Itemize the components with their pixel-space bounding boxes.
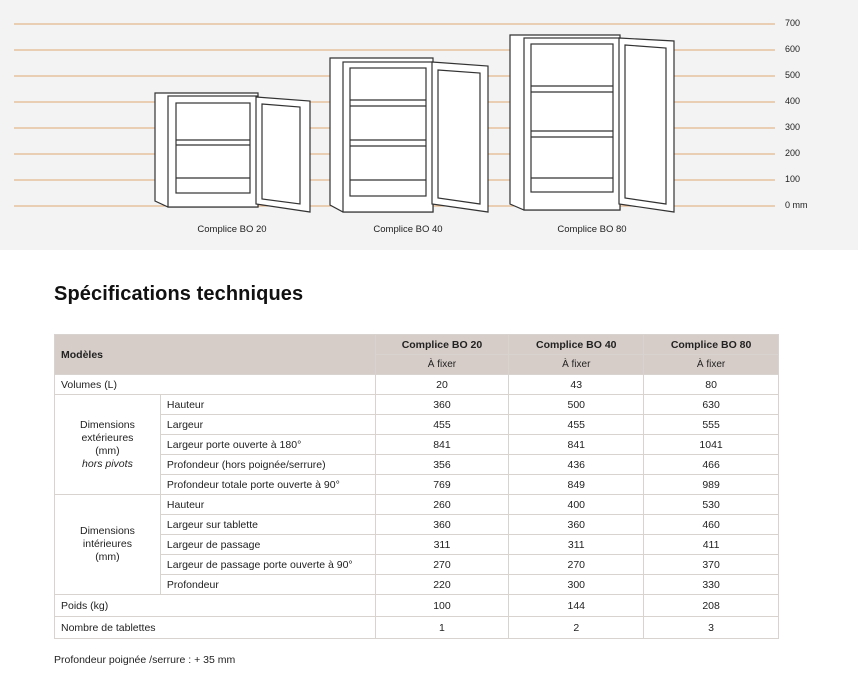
cell-value: 270 <box>375 555 509 575</box>
row-label: Largeur sur tablette <box>160 515 375 535</box>
table-row <box>55 395 779 415</box>
model-label-bo80: Complice BO 80 <box>557 224 627 235</box>
cell-value: 330 <box>644 575 779 595</box>
group-interior-line3: (mm) <box>95 551 120 563</box>
row-label-weight: Poids (kg) <box>55 595 376 617</box>
safe-bo80-drawing <box>510 35 674 212</box>
table-row <box>55 595 779 617</box>
row-label: Largeur de passage <box>160 535 375 555</box>
table-row <box>55 375 779 395</box>
cell-value: 455 <box>375 415 509 435</box>
spec-table <box>54 334 779 639</box>
table-row <box>55 495 779 515</box>
cell-value: 100 <box>375 595 509 617</box>
cell-value: 436 <box>509 455 644 475</box>
group-interior-line2: intérieures <box>82 538 132 550</box>
cell-value: 360 <box>375 395 509 415</box>
scale-label-0: 0 mm <box>785 200 808 210</box>
cell-value: 530 <box>644 495 779 515</box>
cell-value: 400 <box>509 495 644 515</box>
group-exterior-line1: Dimensions <box>80 418 135 431</box>
subheader-bo40: À fixer <box>509 355 644 375</box>
model-label-bo20: Complice BO 20 <box>197 224 267 235</box>
table-row <box>55 415 779 435</box>
cell-value: 311 <box>509 535 644 555</box>
safe-bo40-drawing <box>330 58 488 212</box>
header-col-bo40: Complice BO 40 <box>509 335 644 355</box>
header-col-bo20: Complice BO 20 <box>375 335 509 355</box>
cell-value: 466 <box>644 455 779 475</box>
cell-value: 841 <box>375 435 509 455</box>
cell-value: 80 <box>644 375 779 395</box>
cell-value: 460 <box>644 515 779 535</box>
cell-value: 208 <box>644 595 779 617</box>
cell-value: 849 <box>509 475 644 495</box>
cell-value: 144 <box>509 595 644 617</box>
cell-value: 1041 <box>644 435 779 455</box>
row-label: Hauteur <box>160 495 375 515</box>
row-label: Profondeur (hors poignée/serrure) <box>160 455 375 475</box>
cell-value: 500 <box>509 395 644 415</box>
table-row <box>55 575 779 595</box>
group-exterior-line2: extérieures <box>81 431 134 444</box>
footnote: Profondeur poignée /serrure : + 35 mm <box>54 654 236 666</box>
model-label-bo40: Complice BO 40 <box>373 224 443 235</box>
page-title: Spécifications techniques <box>54 283 304 305</box>
cell-value: 360 <box>375 515 509 535</box>
cell-value: 20 <box>375 375 509 395</box>
cell-value: 370 <box>644 555 779 575</box>
row-label: Profondeur <box>160 575 375 595</box>
cell-value: 360 <box>509 515 644 535</box>
scale-label-400: 400 <box>785 96 801 106</box>
header-models-label: Modèles <box>55 335 376 375</box>
subheader-bo80: À fixer <box>644 355 779 375</box>
table-row <box>55 435 779 455</box>
row-label: Hauteur <box>160 395 375 415</box>
table-row <box>55 475 779 495</box>
row-label-volumes: Volumes (L) <box>55 375 376 395</box>
safe-bo20-drawing <box>155 93 310 212</box>
cell-value: 43 <box>509 375 644 395</box>
cell-value: 989 <box>644 475 779 495</box>
cell-value: 1 <box>375 617 509 639</box>
scale-label-200: 200 <box>785 148 801 158</box>
cell-value: 220 <box>375 575 509 595</box>
scale-label-300: 300 <box>785 122 801 132</box>
group-interior-dimensions <box>55 495 161 595</box>
scale-label-700: 700 <box>785 18 801 28</box>
row-label: Largeur de passage porte ouverte à 90° <box>160 555 375 575</box>
cell-value: 260 <box>375 495 509 515</box>
table-row <box>55 455 779 475</box>
table-row <box>55 617 779 639</box>
table-header-row <box>55 335 779 355</box>
scale-label-100: 100 <box>785 174 801 184</box>
cell-value: 841 <box>509 435 644 455</box>
scale-label-500: 500 <box>785 70 801 80</box>
cell-value: 356 <box>375 455 509 475</box>
cell-value: 455 <box>509 415 644 435</box>
cell-value: 630 <box>644 395 779 415</box>
cell-value: 411 <box>644 535 779 555</box>
row-label-shelves: Nombre de tablettes <box>55 617 376 639</box>
row-label: Profondeur totale porte ouverte à 90° <box>160 475 375 495</box>
scale-label-600: 600 <box>785 44 801 54</box>
cell-value: 270 <box>509 555 644 575</box>
cell-value: 2 <box>509 617 644 639</box>
cell-value: 300 <box>509 575 644 595</box>
cell-value: 555 <box>644 415 779 435</box>
group-exterior-line3: (mm) <box>95 444 120 457</box>
height-scale-drawing <box>0 0 858 250</box>
subheader-bo20: À fixer <box>375 355 509 375</box>
cell-value: 311 <box>375 535 509 555</box>
product-illustration <box>0 0 858 250</box>
table-row <box>55 515 779 535</box>
cell-value: 769 <box>375 475 509 495</box>
cell-value: 3 <box>644 617 779 639</box>
row-label: Largeur porte ouverte à 180° <box>160 435 375 455</box>
group-interior-line1: Dimensions <box>80 525 135 537</box>
group-exterior-dimensions <box>55 395 161 495</box>
table-row <box>55 555 779 575</box>
row-label: Largeur <box>160 415 375 435</box>
group-exterior-line4: hors pivots <box>82 457 133 470</box>
table-row <box>55 535 779 555</box>
header-col-bo80: Complice BO 80 <box>644 335 779 355</box>
